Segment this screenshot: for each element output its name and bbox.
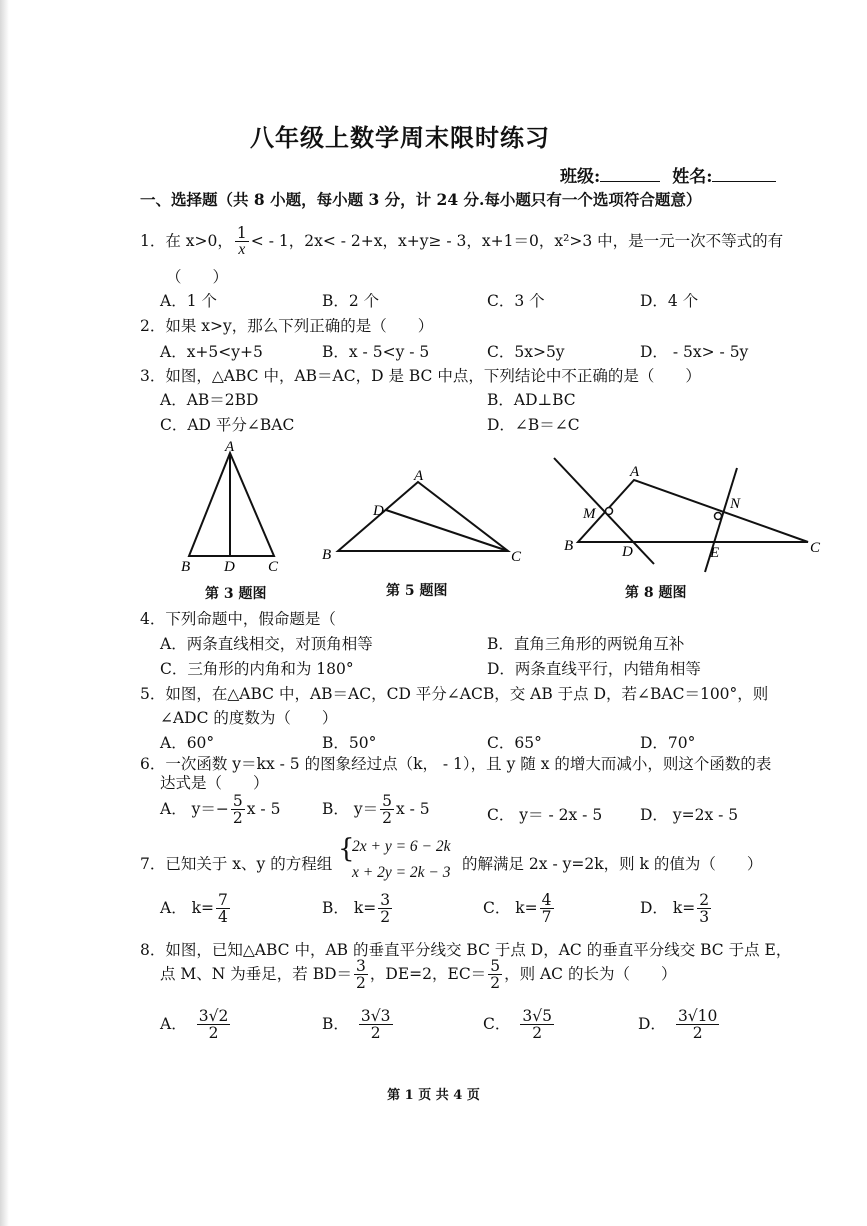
q6-b-prefix: B． y＝ xyxy=(322,799,379,818)
question-5 xyxy=(140,682,768,704)
q4-text: 下列命题中，假命题是（ xyxy=(165,610,336,628)
frac-denominator: 2 xyxy=(380,908,391,927)
question-7-text-a xyxy=(140,852,332,874)
fig5-label-d: D xyxy=(373,503,384,519)
q1-option-a: A．1 个 xyxy=(160,292,217,310)
q6-option-c: C． y＝ - 2x - 5 xyxy=(487,806,603,824)
q7-option-a xyxy=(160,892,232,926)
fig8-label-e: E xyxy=(710,545,720,561)
q8-option-c xyxy=(483,1008,556,1042)
q5-option-c: C．65° xyxy=(487,734,542,752)
name-label: 姓名: xyxy=(672,167,713,187)
frac-denominator: 2 xyxy=(356,974,366,993)
frac-numerator: 3√10 xyxy=(677,1007,718,1025)
question-3 xyxy=(140,364,701,386)
q7-d-prefix: D． k= xyxy=(640,898,696,917)
q8-option-a xyxy=(160,1008,232,1042)
frac-numerator: 5 xyxy=(232,792,243,810)
q6-option-a xyxy=(160,793,280,827)
frac-numerator: 3√5 xyxy=(522,1007,552,1025)
class-field xyxy=(560,162,776,187)
q8-option-d xyxy=(638,1008,721,1042)
frac-numerator: 5 xyxy=(490,957,501,975)
frac-numerator: 3√2 xyxy=(198,1007,229,1025)
q3-number: 3． xyxy=(140,367,166,385)
q7-brace: { xyxy=(338,834,355,864)
q8-text: 如图，已知△ABC 中，AB 的垂直平分线交 BC 于点 D，AC 的垂直平分线交 BC 于点 E， xyxy=(165,941,792,959)
frac-numerator: 3 xyxy=(356,957,366,975)
name-blank xyxy=(712,165,776,182)
q3-option-b: B．AD⊥BC xyxy=(487,391,576,409)
frac-denominator: 2 xyxy=(382,809,392,828)
q7-equation-2: x + 2y = 2k − 3 xyxy=(352,864,451,881)
question-1 xyxy=(140,225,783,259)
q7-c-prefix: C． k= xyxy=(483,898,538,917)
q5-text-line2: ∠ADC 的度数为（ ） xyxy=(160,709,338,727)
q4-option-b: B．直角三角形的两锐角互补 xyxy=(487,635,685,653)
q4-option-c: C．三角形的内角和为 180° xyxy=(160,660,354,678)
q8-number: 8． xyxy=(140,941,166,959)
q8-option-b xyxy=(322,1008,395,1042)
frac-denominator: 7 xyxy=(541,908,552,927)
q6-number: 6． xyxy=(140,755,166,773)
frac-numerator: 4 xyxy=(541,891,552,909)
q5-option-d: D．70° xyxy=(640,734,696,752)
figure-3-isosceles-triangle xyxy=(170,440,290,575)
page-title: 八年级上数学周末限时练习 xyxy=(250,123,550,152)
q6-b-suffix: x - 5 xyxy=(395,799,430,818)
figure-5-triangle xyxy=(318,465,528,570)
q6-text: 一次函数 y＝kx - 5 的图象经过点（k， - 1），且 y 随 x 的增大而减小，则这个函数的表 xyxy=(165,755,772,773)
page-footer: 第 1 页 共 4 页 xyxy=(387,1088,480,1103)
q7-a-prefix: A． k= xyxy=(160,898,215,917)
frac-denominator: 3 xyxy=(699,908,710,927)
q8-d-prefix: D． xyxy=(638,1014,666,1033)
q7-number: 7． xyxy=(140,855,166,873)
q3-option-d: D．∠B＝∠C xyxy=(487,416,580,434)
q1-answer-blank: （ ） xyxy=(166,268,229,286)
question-2 xyxy=(140,314,433,336)
q5-text: 如图，在△ABC 中，AB＝AC，CD 平分∠ACB，交 AB 于点 D，若∠BAC＝100°，则 xyxy=(165,685,769,703)
frac-numerator: 3√3 xyxy=(360,1007,391,1025)
q8-a-prefix: A． xyxy=(160,1014,187,1033)
class-blank xyxy=(600,165,660,182)
frac-numerator: 7 xyxy=(218,891,228,909)
figure-3-caption: 第 3 题图 xyxy=(205,586,267,602)
q5-number: 5． xyxy=(140,685,166,703)
q7-option-d xyxy=(640,892,713,926)
fig3-label-b: B xyxy=(181,559,191,575)
fig3-label-a: A xyxy=(225,440,235,455)
q1-number: 1． xyxy=(140,231,166,250)
fig8-label-c: C xyxy=(810,540,821,556)
q5-option-b: B．50° xyxy=(322,734,377,752)
q6-a-suffix: x - 5 xyxy=(246,799,281,818)
frac-numerator: 3 xyxy=(380,891,391,909)
q6-text-line2: 达式是（ ） xyxy=(160,774,269,792)
q7-equation-1: 2x + y = 6 − 2k xyxy=(352,838,451,855)
q3-text: 如图，△ABC 中，AB＝AC，D 是 BC 中点，下列结论中不正确的是（ ） xyxy=(165,367,701,385)
q6-option-d: D． y=2x - 5 xyxy=(640,806,739,824)
q6-b-fraction xyxy=(380,793,394,827)
scan-edge-shadow xyxy=(0,0,9,1226)
figure-5-caption: 第 5 题图 xyxy=(386,583,448,599)
q1-text-a: 在 x>0， xyxy=(165,231,233,250)
fig8-label-d: D xyxy=(622,544,633,560)
frac-numerator: 1 xyxy=(236,224,247,242)
q8-text-a: 点 M、N 为垂足，若 BD＝ xyxy=(160,964,353,983)
fig3-label-c: C xyxy=(268,559,279,575)
fig3-label-d: D xyxy=(224,559,235,575)
q1-option-d: D．4 个 xyxy=(640,292,699,310)
frac-denominator: 2 xyxy=(692,1024,703,1043)
q7-text-b: 的解满足 2x - y=2k，则 k 的值为（ ） xyxy=(462,855,763,873)
q4-number: 4． xyxy=(140,610,166,628)
section-heading: 一、选择题（共 8 小题，每小题 3 分，计 24 分.每小题只有一个选项符合题意） xyxy=(140,190,702,209)
q2-option-b: B．x - 5<y - 5 xyxy=(322,343,430,361)
frac-denominator: 2 xyxy=(232,809,243,828)
fig8-label-a: A xyxy=(630,464,640,480)
q2-text: 如果 x>y，那么下列正确的是（ ） xyxy=(165,317,434,335)
q5-option-a: A．60° xyxy=(160,734,215,752)
frac-denominator: 2 xyxy=(490,974,501,993)
fig8-label-m: M xyxy=(583,506,596,522)
frac-numerator: 5 xyxy=(382,792,392,810)
q3-option-a: A．AB＝2BD xyxy=(160,391,259,409)
fig5-label-c: C xyxy=(511,549,522,565)
question-4 xyxy=(140,607,336,629)
frac-numerator: 2 xyxy=(699,891,710,909)
q7-option-b xyxy=(322,892,394,926)
q6-option-b xyxy=(322,793,430,827)
fig5-label-a: A xyxy=(414,468,424,484)
fig8-label-n: N xyxy=(730,496,741,512)
figure-8-caption: 第 8 题图 xyxy=(625,585,687,601)
figure-8-perpendicular-bisectors xyxy=(550,450,830,580)
q3-option-c: C．AD 平分∠BAC xyxy=(160,416,295,434)
q4-option-a: A．两条直线相交，对顶角相等 xyxy=(160,635,373,653)
q8-b-prefix: B． xyxy=(322,1014,349,1033)
q4-option-d: D．两条直线平行，内错角相等 xyxy=(487,660,701,678)
question-8 xyxy=(140,938,791,960)
q2-option-c: C．5x>5y xyxy=(487,343,565,361)
q7-b-prefix: B． k= xyxy=(322,898,377,917)
fig8-label-b: B xyxy=(564,538,574,554)
frac-denominator: 4 xyxy=(218,908,228,927)
q7-text: 已知关于 x、y 的方程组 xyxy=(165,855,333,873)
q8-text-line2 xyxy=(160,958,676,992)
fig5-label-b: B xyxy=(322,547,332,563)
frac-denominator: 2 xyxy=(208,1024,219,1043)
q6-a-prefix: A． y＝− xyxy=(160,799,229,818)
frac-denominator: x xyxy=(238,241,246,259)
q1-option-b: B．2 个 xyxy=(322,292,380,310)
q2-option-d: D． - 5x> - 5y xyxy=(640,343,749,361)
frac-denominator: 2 xyxy=(532,1024,543,1043)
q1-fraction xyxy=(235,225,249,259)
frac-denominator: 2 xyxy=(370,1024,381,1043)
q8-c-prefix: C． xyxy=(483,1014,511,1033)
q8-text-c: ，则 AC 的长为（ ） xyxy=(504,964,677,983)
q1-option-c: C．3 个 xyxy=(487,292,545,310)
q1-text-b: < - 1，2x< - 2+x，x+y≥ - 3，x+1＝0，x²>3 中，是一元一次不等式的有 xyxy=(250,231,784,250)
q2-number: 2． xyxy=(140,317,166,335)
q8-text-b: ，DE=2，EC＝ xyxy=(369,964,487,983)
q6-a-fraction xyxy=(231,793,245,827)
class-label: 班级: xyxy=(560,167,601,187)
q7-option-c xyxy=(483,892,556,926)
q2-option-a: A．x+5<y+5 xyxy=(160,343,263,361)
